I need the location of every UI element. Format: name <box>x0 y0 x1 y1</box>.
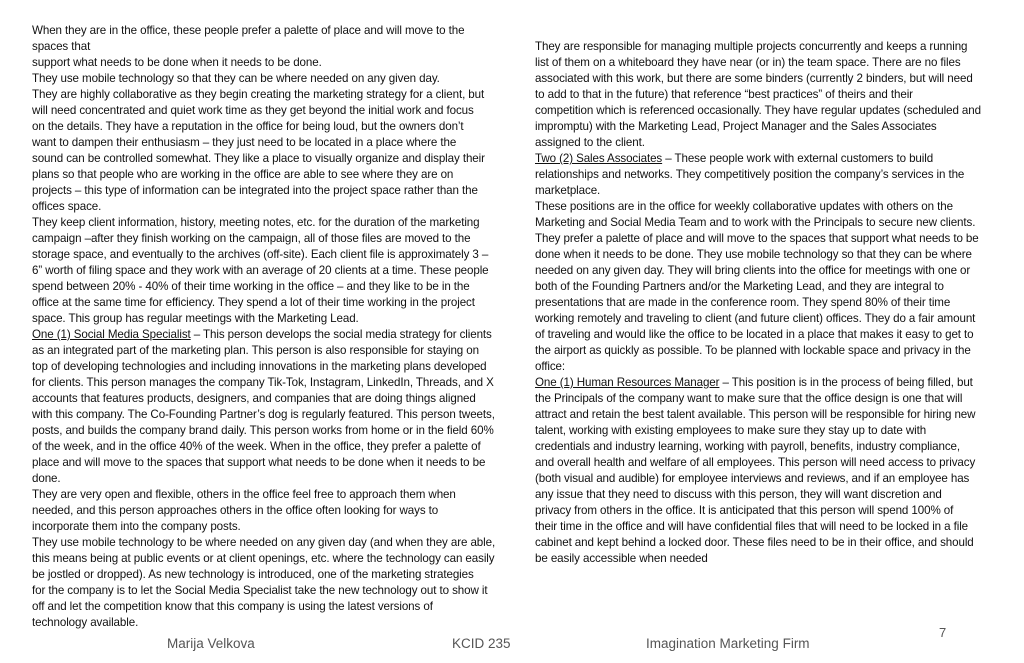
text-line <box>32 199 522 215</box>
text-line <box>535 503 1020 519</box>
line-text: accounts that features products, designers, and companies that are doing things aligned <box>32 392 476 405</box>
line-text: the Principals of the company want to make sure that the office design is one that will <box>535 392 963 405</box>
line-text: for clients. This person manages the company Tik-Tok, Instagram, LinkedIn, Threads, and X <box>32 376 494 389</box>
line-text: and overall health and welfare of all employees. This person will need access to privacy <box>535 456 976 469</box>
text-line <box>535 279 1020 295</box>
text-line <box>535 327 1020 343</box>
role-heading: One (1) Social Media Specialist <box>32 328 191 341</box>
text-line <box>535 199 1020 215</box>
line-text: needed, and this person approaches others in the office often looking for ways to <box>32 504 439 517</box>
text-line <box>535 343 1020 359</box>
text-line <box>32 295 522 311</box>
line-text: projects – this type of information can be integrated into the project space rather than the <box>32 184 478 197</box>
text-line <box>32 439 522 455</box>
text-line <box>32 71 522 87</box>
line-text: be jostled or dropped). As new technology is introduced, one of the marketing strategies <box>32 568 474 581</box>
line-text: sound can be controlled somewhat. They like a place to visually organize and display their <box>32 152 485 165</box>
line-text: of traveling and would like the office to be located in a place that makes it easy to get to <box>535 328 974 341</box>
line-text: They are responsible for managing multiple projects concurrently and keeps a running <box>535 40 968 53</box>
line-text: of the week, and in the office 40% of the week. When in the office, they prefer a palette of <box>32 440 481 453</box>
page-number: 7 <box>939 625 947 640</box>
text-line <box>32 583 522 599</box>
text-line <box>32 487 522 503</box>
line-text: campaign –after they finish working on the campaign, all of those files are moved to the <box>32 232 471 245</box>
text-line <box>535 407 1020 423</box>
line-text: top of developing technologies and including innovations in the marketing plans developed <box>32 360 487 373</box>
line-text: posts, and builds the company brand daily. This person works from home or in the field 60% <box>32 424 494 437</box>
text-line <box>32 167 522 183</box>
text-line <box>32 455 522 471</box>
line-text: will need concentrated and quiet work time as they get beyond the initial work and focus <box>32 104 474 117</box>
text-line <box>535 295 1020 311</box>
text-line <box>535 215 1020 231</box>
text-line <box>32 519 522 535</box>
line-text: needed on any given day. They will bring clients into the office for meetings with one or <box>535 264 971 277</box>
line-text: as an integrated part of the marketing plan. This person is also responsible for staying on <box>32 344 479 357</box>
text-line <box>32 215 522 231</box>
line-text: on the details. They have a reputation in the office for being loud, but the owners don’t <box>32 120 464 133</box>
line-text: offices space. <box>32 200 102 213</box>
text-line <box>32 503 522 519</box>
text-line <box>32 39 522 55</box>
line-text: their time in the office and will have confidential files that will need to be locked in a file <box>535 520 969 533</box>
line-text: associated with this work, but there are some binders (currently 2 binders, but will need <box>535 72 973 85</box>
text-line <box>32 151 522 167</box>
line-text: storage space, and eventually to the archives (off-site). Each client file is approximately 3 – <box>32 248 489 261</box>
text-line <box>535 87 1020 103</box>
line-text: attract and retain the best talent available. This person will be responsible for hiring new <box>535 408 976 421</box>
line-text: When they are in the office, these people prefer a palette of place and will move to the <box>32 24 465 37</box>
line-text: 6” worth of filing space and they work with an average of 20 clients at a time. These people <box>32 264 489 277</box>
text-line <box>535 471 1020 487</box>
text-line <box>535 55 1020 71</box>
line-text: (both visual and audible) for employee interviews and reviews, and if an employee has <box>535 472 970 485</box>
text-line <box>32 471 522 487</box>
text-line <box>32 263 522 279</box>
footer-author: Marija Velkova <box>167 636 255 651</box>
text-line <box>32 535 522 551</box>
text-line <box>535 375 1020 391</box>
line-text: off and let the competition know that this company is using the latest versions of <box>32 600 433 613</box>
text-line <box>535 551 1020 567</box>
line-text: – This person develops the social media strategy for clients <box>190 328 492 341</box>
text-line <box>535 135 1020 151</box>
line-text: Marketing and Social Media Team and to work with the Principals to secure new clients. <box>535 216 976 229</box>
text-line <box>32 407 522 423</box>
line-text: list of them on a whiteboard they have near (or in) the team space. There are no files <box>535 56 961 69</box>
line-text: These positions are in the office for weekly collaborative updates with others on the <box>535 200 953 213</box>
line-text: with this company. The Co-Founding Partner’s dog is regularly featured. This person tweets, <box>32 408 495 421</box>
line-text: any issue that they need to discuss with this person, they will want discretion and <box>535 488 942 501</box>
text-line <box>535 247 1020 263</box>
text-line <box>535 39 1020 55</box>
text-line <box>535 519 1020 535</box>
text-line <box>32 391 522 407</box>
line-text: marketplace. <box>535 184 601 197</box>
text-line <box>535 231 1020 247</box>
line-text: talent, working with existing employees to make sure they stay up to date with <box>535 424 927 437</box>
line-text: done when it needs to be done. They use mobile technology so that they can be where <box>535 248 972 261</box>
text-line <box>535 311 1020 327</box>
text-line <box>32 567 522 583</box>
line-text: be easily accessible when needed <box>535 552 708 565</box>
line-text: for the company is to let the Social Media Specialist take the new technology out to show it <box>32 584 488 597</box>
line-text: space. This group has regular meetings with the Marketing Lead. <box>32 312 359 325</box>
text-line <box>32 119 522 135</box>
line-text: They are very open and flexible, others in the office feel free to approach them when <box>32 488 456 501</box>
text-line <box>535 535 1020 551</box>
text-line <box>32 23 522 39</box>
line-text: They prefer a palette of place and will move to the spaces that support what needs to be <box>535 232 979 245</box>
footer-firm-name: Imagination Marketing Firm <box>646 636 810 651</box>
line-text: – This position is in the process of being filled, but <box>719 376 973 389</box>
line-text: They use mobile technology so that they can be where needed on any given day. <box>32 72 440 85</box>
text-line <box>535 263 1020 279</box>
line-text: credentials and industry learning, working with payroll, benefits, industry compliance, <box>535 440 960 453</box>
line-text: working remotely and traveling to client (and future client) offices. They do a fair amount <box>535 312 976 325</box>
text-line <box>32 183 522 199</box>
line-text: support what needs to be done when it needs to be done. <box>32 56 322 69</box>
text-line <box>535 423 1020 439</box>
text-line <box>32 375 522 391</box>
text-line <box>32 343 522 359</box>
footer-course-code: KCID 235 <box>452 636 511 651</box>
text-line <box>32 327 522 343</box>
text-line <box>535 71 1020 87</box>
line-text: done. <box>32 472 61 485</box>
text-line <box>535 455 1020 471</box>
text-line <box>32 247 522 263</box>
text-line <box>535 183 1020 199</box>
line-text: office: <box>535 360 566 373</box>
role-heading: Two (2) Sales Associates <box>535 152 663 165</box>
text-line <box>32 279 522 295</box>
text-line <box>32 615 522 631</box>
line-text: spaces that <box>32 40 91 53</box>
right-text-column <box>535 39 1020 567</box>
line-text: spend between 20% - 40% of their time working in the office – and they like to be in the <box>32 280 470 293</box>
text-line <box>32 599 522 615</box>
text-line <box>32 103 522 119</box>
text-line <box>32 55 522 71</box>
text-line <box>32 87 522 103</box>
line-text: the airport as quickly as possible. To be planned with lockable space and privacy in the <box>535 344 971 357</box>
line-text: both of the Founding Partners and/or the Marketing Lead, and they are integral to <box>535 280 944 293</box>
text-line <box>535 151 1020 167</box>
line-text: want to dampen their enthusiasm – they just need to be located in a place where the <box>32 136 457 149</box>
text-line <box>535 359 1020 375</box>
line-text: impromptu) with the Marketing Lead, Project Manager and the Sales Associates <box>535 120 937 133</box>
line-text: They keep client information, history, meeting notes, etc. for the duration of the marketing <box>32 216 480 229</box>
line-text: – These people work with external customers to build <box>662 152 934 165</box>
line-text: this means being at public events or at client openings, etc. where the technology can easily <box>32 552 495 565</box>
line-text: place and will move to the spaces that support what needs to be done when it needs to be <box>32 456 486 469</box>
line-text: technology available. <box>32 616 139 629</box>
line-text: competition which is referenced occasionally. They have regular updates (scheduled and <box>535 104 981 117</box>
line-text: presentations that are made in the conference room. They spend 80% of their time <box>535 296 951 309</box>
line-text: to add to that in the future) that reference “best practices” of theirs and their <box>535 88 913 101</box>
text-line <box>32 359 522 375</box>
text-line <box>535 439 1020 455</box>
line-text: cabinet and kept behind a locked door. These files need to be in their office, and should <box>535 536 974 549</box>
left-text-column <box>32 23 522 631</box>
role-heading: One (1) Human Resources Manager <box>535 376 720 389</box>
text-line <box>535 167 1020 183</box>
line-text: office at the same time for efficiency. They spend a lot of their time working in the project <box>32 296 475 309</box>
text-line <box>32 551 522 567</box>
line-text: relationships and networks. They competitively position the company’s services in the <box>535 168 965 181</box>
text-line <box>32 231 522 247</box>
line-text: They are highly collaborative as they begin creating the marketing strategy for a client, but <box>32 88 485 101</box>
text-line <box>32 311 522 327</box>
line-text: assigned to the client. <box>535 136 645 149</box>
text-line <box>32 135 522 151</box>
text-line <box>535 391 1020 407</box>
line-text: incorporate them into the company posts. <box>32 520 241 533</box>
text-line <box>535 487 1020 503</box>
line-text: privacy from others in the office. It is anticipated that this person will spend 100% of <box>535 504 954 517</box>
text-line <box>535 119 1020 135</box>
text-line <box>32 423 522 439</box>
text-line <box>535 103 1020 119</box>
line-text: plans so that people who are working in the office are able to see where they are on <box>32 168 454 181</box>
line-text: They use mobile technology to be where needed on any given day (and when they are able, <box>32 536 496 549</box>
